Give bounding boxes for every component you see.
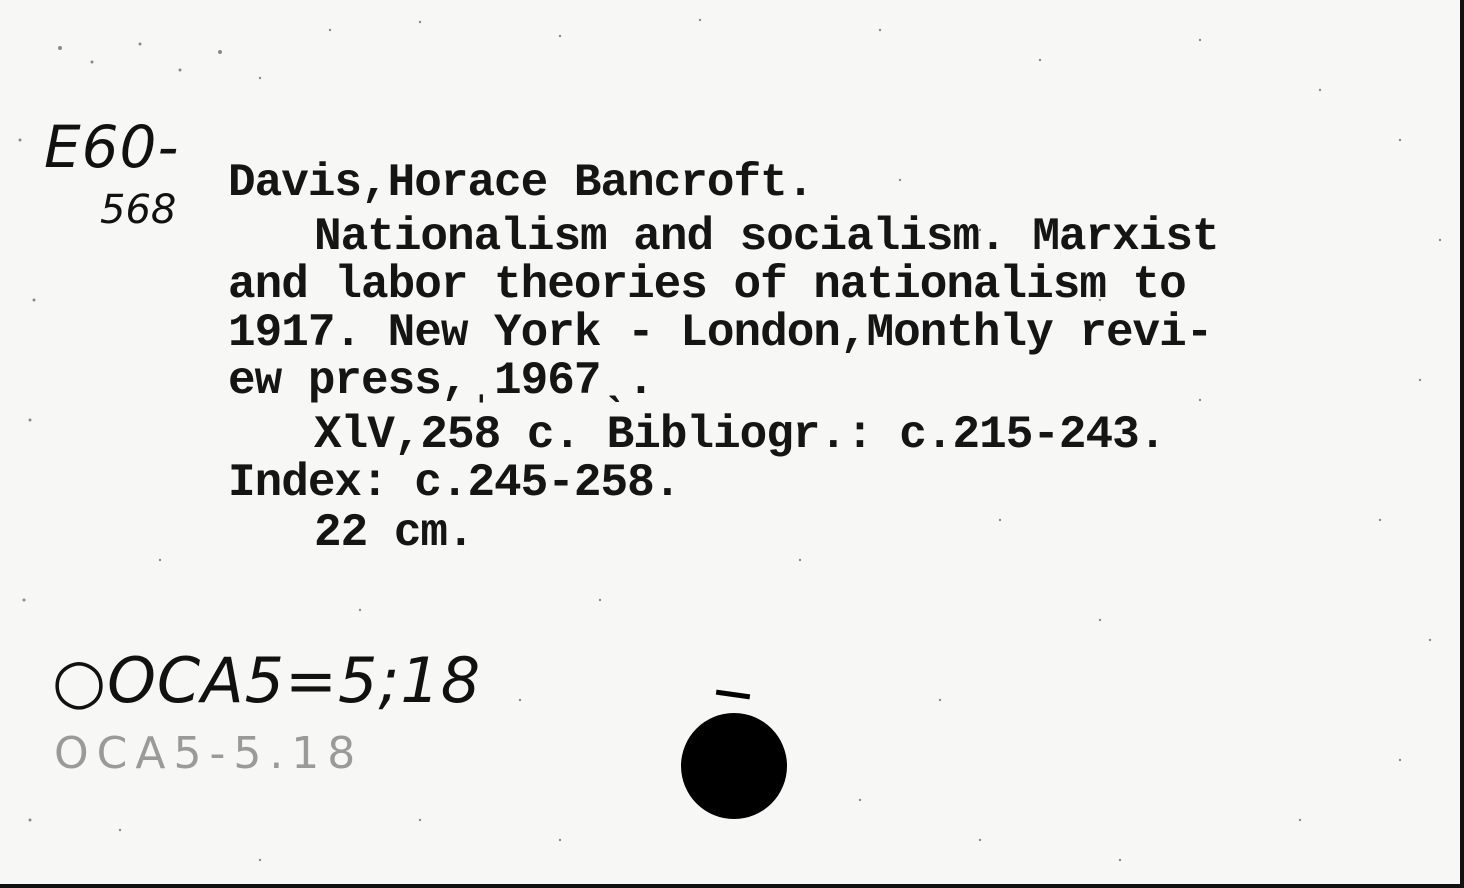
card-edge-bottom [0,884,1464,888]
shelf-mark-faint: OCA5-5.18 [54,728,364,779]
entry-line-7: Index: c.245-258. [228,457,681,509]
entry-line-4: 1917. New York - London,Monthly revi- [228,307,1213,359]
card-edge-right [1460,0,1464,888]
call-number-line-2: 568 [100,187,177,233]
entry-line-6: XlV,258 c. Bibliogr.: c.215-243. [314,409,1166,461]
punch-hole [681,713,787,819]
entry-line-2: Nationalism and socialism. Marxist [314,211,1219,263]
entry-line-8: 22 cm. [314,507,474,559]
entry-line-1: Davis,Horace Bancroft. [228,157,814,209]
shelf-mark: ○OCA5=5;18 [52,644,482,717]
entry-line-5: ew press,ˌ1967ˎ. [228,355,654,407]
entry-line-3: and labor theories of nationalism to [228,259,1186,311]
call-number-line-1: E60- [44,113,180,181]
